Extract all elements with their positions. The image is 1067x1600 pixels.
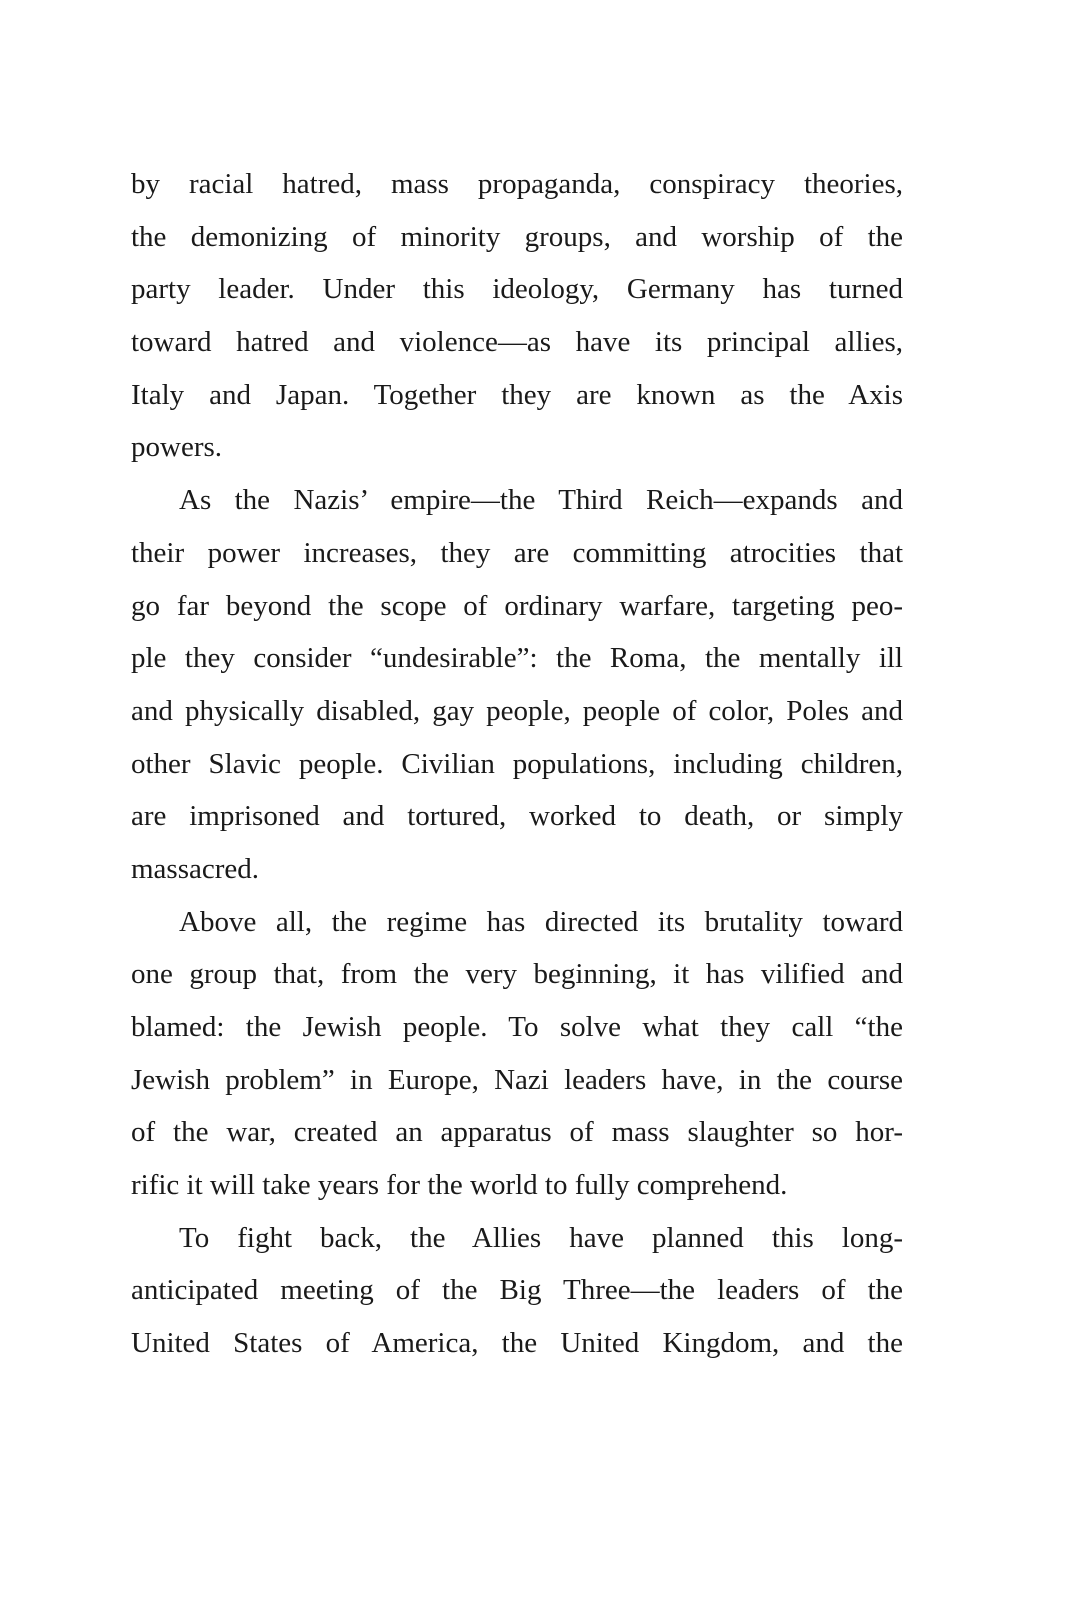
text-line: anticipated meeting of the Big Three—the leaders of the [131,1274,903,1307]
text-line: massacred. [131,852,260,885]
paragraph-1 [131,158,903,474]
text-line: and physically disabled, gay people, people of color, Poles and [131,694,903,727]
text-line: Above all, the regime has directed its brutality toward [179,905,903,938]
text-line: go far beyond the scope of ordinary warfare, targeting peo- [131,589,903,622]
text-line: To fight back, the Allies have planned this long- [179,1221,903,1254]
text-line: ple they consider “undesirable”: the Roma, the mentally ill [131,642,903,675]
text-line: Jewish problem” in Europe, Nazi leaders have, in the course [131,1063,903,1096]
text-line: Italy and Japan. Together they are known as the Axis [131,378,903,411]
text-line: blamed: the Jewish people. To solve what they call “the [131,1011,903,1043]
text-line: their power increases, they are committing atrocities that [131,536,903,569]
text-line: one group that, from the very beginning, it has vilified and [131,958,903,991]
text-line: party leader. Under this ideology, Germany has turned [131,273,903,306]
text-line: rific it will take years for the world to fully comprehend. [131,1169,788,1202]
text-line: other Slavic people. Civilian populations, including children, [131,747,903,780]
body-text [131,158,903,1370]
text-line: toward hatred and violence—as have its principal allies, [131,326,903,359]
text-line: powers. [131,431,223,464]
paragraph-3 [131,896,903,1212]
text-line: United States of America, the United Kingdom, and the [131,1327,903,1360]
paragraph-4 [131,1212,903,1370]
text-line: by racial hatred, mass propaganda, conspiracy theories, [131,168,903,200]
text-line: the demonizing of minority groups, and worship of the [131,220,903,253]
text-line: of the war, created an apparatus of mass slaughter so hor- [131,1116,903,1149]
text-line: As the Nazis’ empire—the Third Reich—expands and [179,484,903,517]
text-line: are imprisoned and tortured, worked to death, or simply [131,800,903,833]
paragraph-2 [131,474,903,896]
